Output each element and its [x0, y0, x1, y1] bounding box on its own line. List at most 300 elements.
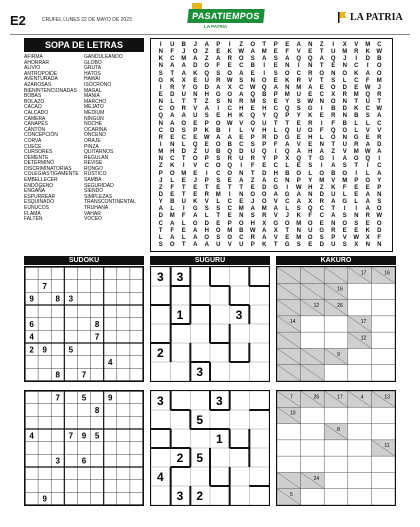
letter-cell: J	[343, 56, 347, 63]
letter-cell: E	[262, 163, 267, 170]
letter-cell: Q	[284, 149, 290, 156]
letter-cell: I	[217, 106, 220, 113]
letter-cell: C	[377, 163, 382, 170]
letter-cell: Q	[261, 84, 267, 91]
letter-cell: E	[285, 42, 290, 48]
word-item: PINZA	[84, 143, 99, 150]
letter-cell: K	[354, 106, 359, 113]
letter-cell: C	[216, 170, 221, 177]
letter-cell: A	[204, 106, 209, 113]
letter-cell: O	[250, 191, 256, 198]
word-column-1	[24, 55, 84, 223]
word-item: ORAJE	[84, 137, 101, 144]
letter-cell: O	[376, 206, 382, 213]
letter-cell: E	[296, 134, 301, 141]
letter-cell: S	[273, 56, 278, 63]
letter-cell: O	[250, 42, 256, 48]
letter-cell: D	[377, 141, 382, 148]
letter-cell: Q	[250, 91, 256, 98]
letter-cell: A	[365, 191, 370, 198]
letter-cell: E	[227, 177, 232, 184]
letter-cell: O	[296, 170, 302, 177]
letter-cell: A	[262, 227, 267, 234]
suguru-given: 3	[176, 489, 184, 503]
letter-cell: D	[170, 127, 175, 134]
letter-cell: L	[319, 134, 324, 141]
letter-cell: G	[158, 77, 164, 84]
letter-cell: V	[204, 199, 209, 206]
letter-cell: D	[319, 191, 324, 198]
letter-cell: R	[227, 56, 232, 63]
word-item: NINGÚN	[84, 115, 104, 122]
letter-cell: Z	[204, 99, 209, 106]
letter-cell: W	[226, 77, 233, 84]
letter-cell: T	[193, 99, 198, 106]
letter-cell: O	[192, 156, 198, 163]
letter-cell: J	[251, 199, 255, 206]
letter-cell: P	[204, 177, 209, 184]
letter-cell: A	[170, 113, 175, 120]
letter-cell: Q	[227, 163, 233, 170]
kakuro-clue: 17	[360, 319, 367, 326]
letter-cell: T	[273, 241, 278, 248]
letter-cell: Y	[262, 113, 267, 120]
letter-cell: K	[308, 113, 313, 120]
letter-cell: S	[239, 77, 244, 84]
letter-cell: Z	[204, 56, 209, 63]
word-item: GLOBO	[84, 59, 102, 66]
letter-cell: O	[169, 241, 175, 248]
letter-cell: D	[262, 184, 267, 191]
letter-cell: W	[364, 84, 371, 91]
letter-cell: P	[273, 156, 278, 163]
letter-cell: B	[181, 42, 186, 48]
letter-cell: I	[320, 106, 323, 113]
letter-cell: E	[319, 113, 324, 120]
suguru-given: 4	[157, 470, 164, 484]
letter-cell: M	[342, 177, 348, 184]
letter-cell: L	[365, 170, 370, 177]
letter-cell: C	[181, 134, 186, 141]
letter-cell: S	[296, 106, 301, 113]
letter-cell: A	[170, 220, 175, 227]
letter-cell: L	[181, 141, 186, 148]
letter-cell: T	[331, 141, 336, 148]
logo-banner: PASATIEMPOS	[187, 9, 264, 23]
letter-cell: C	[170, 156, 175, 163]
letter-cell: L	[342, 191, 347, 198]
letter-cell: T	[377, 99, 382, 106]
sudoku-given: 7	[55, 393, 61, 403]
letter-cell: C	[158, 220, 163, 227]
letter-cell: Q	[365, 91, 371, 98]
letter-cell: T	[354, 99, 359, 106]
letter-cell: S	[181, 127, 186, 134]
word-item: RÚSTICO	[84, 171, 107, 178]
letter-cell: X	[354, 241, 359, 248]
letter-cell: A	[181, 63, 186, 70]
letter-cell: Z	[204, 49, 209, 56]
letter-cell: S	[216, 234, 221, 241]
letter-cell: S	[250, 213, 255, 220]
letter-cell: B	[331, 106, 336, 113]
letter-cell: D	[239, 149, 244, 156]
letter-cell: P	[250, 241, 255, 248]
letter-cell: M	[353, 149, 359, 156]
letter-cell: N	[342, 113, 347, 120]
letter-cell: G	[273, 220, 279, 227]
letter-cell: G	[284, 191, 290, 198]
letter-cell: U	[181, 91, 186, 98]
letter-cell: S	[216, 70, 221, 77]
letter-cell: L	[273, 127, 278, 134]
letter-cell: N	[158, 63, 163, 70]
letter-cell: R	[308, 120, 313, 127]
word-item: AVENTURADA	[24, 76, 58, 83]
letter-cell: L	[285, 206, 290, 213]
letter-cell: M	[365, 42, 371, 48]
kakuro-clue: 12	[313, 302, 320, 309]
letter-cell: U	[216, 241, 221, 248]
letter-cell: N	[342, 63, 347, 70]
letter-cell: V	[273, 199, 278, 206]
letter-cell: R	[296, 77, 301, 84]
letter-cell: A	[273, 84, 278, 91]
letter-cell: E	[365, 220, 370, 227]
letter-cell: M	[284, 91, 290, 98]
letter-cell: S	[354, 220, 359, 227]
letter-cell: Q	[250, 113, 256, 120]
letter-cell: Z	[331, 149, 336, 156]
letter-cell: C	[273, 163, 278, 170]
sudoku-given: 2	[29, 345, 34, 355]
letter-cell: W	[376, 213, 383, 220]
letter-cell: S	[204, 206, 209, 213]
letter-cell: G	[284, 134, 290, 141]
word-item: SIENDO	[84, 188, 104, 195]
word-list-panel	[24, 38, 144, 254]
letter-cell: G	[273, 184, 279, 191]
letter-cell: H	[227, 113, 232, 120]
letter-cell: S	[204, 113, 209, 120]
suguru-given: 3	[157, 270, 164, 284]
letter-cell: T	[250, 170, 255, 177]
word-item: CANAPÉS	[24, 121, 48, 128]
letter-cell: K	[227, 49, 232, 56]
letter-cell: T	[158, 227, 163, 234]
sudoku-given: 5	[68, 345, 74, 355]
letter-cell: V	[193, 163, 198, 170]
letter-cell: B	[285, 170, 290, 177]
sudoku-given: 9	[42, 494, 47, 504]
letter-row	[155, 178, 390, 185]
letter-cell: R	[354, 49, 359, 56]
letter-cell: P	[331, 234, 336, 241]
sudoku-given: 9	[29, 294, 34, 304]
letter-cell: O	[330, 99, 336, 106]
word-list	[24, 55, 144, 223]
letter-cell: E	[239, 199, 244, 206]
letter-cell: P	[204, 156, 209, 163]
letter-cell: C	[377, 120, 382, 127]
letter-cell: L	[285, 163, 290, 170]
letter-cell: T	[216, 213, 221, 220]
letter-cell: U	[239, 156, 244, 163]
letter-cell: C	[204, 163, 209, 170]
letter-cell: E	[354, 84, 359, 91]
sudoku-given: 6	[81, 456, 87, 466]
letter-cell: W	[295, 184, 302, 191]
letter-cell: T	[181, 191, 186, 198]
letter-cell: Q	[296, 156, 302, 163]
letter-cell: A	[365, 70, 370, 77]
letter-cell: U	[296, 91, 301, 98]
letter-cell: A	[377, 149, 382, 156]
letter-cell: L	[170, 177, 175, 184]
sudoku-given: 4	[107, 358, 113, 367]
letter-cell: I	[286, 184, 289, 191]
letter-cell: V	[308, 77, 313, 84]
letter-cell: T	[181, 184, 186, 191]
letter-cell: H	[273, 170, 278, 177]
word-item: FLAMA	[24, 210, 41, 217]
sudoku-given: 9	[107, 393, 113, 403]
word-item: ANTROPOIDE	[24, 70, 58, 77]
letter-cell: N	[319, 99, 324, 106]
letter-cell: C	[227, 106, 232, 113]
letter-cell: H	[250, 220, 255, 227]
suguru-given: 3	[157, 394, 164, 408]
letter-cell: N	[158, 120, 163, 127]
word-item: CUECE	[24, 143, 42, 150]
letter-cell: S	[216, 156, 221, 163]
letter-cell: A	[193, 234, 198, 241]
letter-cell: R	[331, 227, 336, 234]
letter-cell: N	[285, 177, 290, 184]
letter-cell: A	[365, 141, 370, 148]
letter-cell: I	[366, 63, 369, 70]
letter-row	[155, 113, 390, 120]
letter-cell: A	[319, 56, 324, 63]
letter-cell: A	[250, 49, 255, 56]
word-item: AFIRMA	[24, 54, 43, 60]
letter-cell: F	[170, 184, 175, 191]
letter-row	[155, 142, 390, 149]
dateline: CRUFEL LUNES 22 DE MAYO DE 2023	[42, 17, 132, 23]
pasatiempos-logo	[160, 4, 270, 34]
letter-cell: E	[193, 134, 198, 141]
letter-cell: M	[296, 84, 302, 91]
letter-cell: A	[216, 84, 221, 91]
word-item: ESPURREAR	[24, 193, 56, 200]
letter-cell: M	[181, 56, 187, 63]
letter-cell: R	[158, 134, 163, 141]
letter-cell: Z	[250, 177, 255, 184]
suguru-given: 2	[176, 451, 184, 465]
letter-cell: A	[193, 56, 198, 63]
suguru-given: 3	[176, 270, 184, 284]
letter-cell: B	[216, 149, 221, 156]
letter-cell: K	[158, 56, 163, 63]
letter-cell: H	[204, 91, 209, 98]
letter-cell: C	[273, 177, 278, 184]
letter-cell: E	[227, 63, 232, 70]
letter-cell: E	[193, 77, 198, 84]
letter-cell: M	[319, 177, 325, 184]
word-item: AHORRAR	[24, 59, 50, 66]
letter-cell: Y	[262, 156, 267, 163]
letter-cell: L	[216, 199, 221, 206]
letter-cell: S	[250, 56, 255, 63]
letter-cell: T	[170, 70, 175, 77]
letter-cell: E	[308, 91, 313, 98]
letter-cell: P	[354, 177, 359, 184]
sudoku-given: 3	[55, 456, 61, 466]
letter-cell: E	[354, 227, 359, 234]
letter-cell: P	[273, 42, 278, 48]
letter-row	[155, 199, 390, 206]
letter-cell: P	[250, 134, 255, 141]
letter-cell: T	[262, 42, 267, 48]
letter-cell: O	[169, 106, 175, 113]
letter-cell: I	[205, 170, 208, 177]
letter-row	[155, 135, 390, 142]
letter-cell: M	[215, 191, 221, 198]
letter-cell: Y	[296, 113, 301, 120]
letter-cell: Q	[192, 141, 198, 148]
word-item: TRUHANA	[84, 205, 109, 212]
letter-cell: W	[376, 49, 383, 56]
letter-cell: K	[331, 184, 336, 191]
kakuro-clue: 4	[360, 394, 364, 401]
letter-cell: R	[250, 156, 255, 163]
letter-cell: I	[343, 206, 346, 213]
letter-cell: E	[319, 84, 324, 91]
letter-cell: C	[227, 206, 232, 213]
letter-cell: S	[273, 70, 278, 77]
word-item: EUNUCOS	[24, 205, 50, 212]
letter-cell: R	[308, 70, 313, 77]
word-item: DEMENTE	[24, 154, 49, 161]
letter-cell: A	[331, 199, 336, 206]
kakuro-clue: 11	[384, 443, 390, 450]
letter-row	[155, 192, 390, 199]
letter-cell: A	[308, 84, 313, 91]
letter-cell: O	[215, 120, 221, 127]
letter-cell: Q	[330, 56, 336, 63]
letter-cell: R	[239, 99, 244, 106]
letter-cell: O	[307, 234, 313, 241]
letter-cell: X	[285, 156, 290, 163]
letter-cell: A	[239, 177, 244, 184]
word-item: SAMBA	[84, 177, 102, 184]
letter-cell: F	[308, 213, 313, 220]
letter-cell: A	[170, 120, 175, 127]
letter-cell: A	[181, 113, 186, 120]
kakuro-clue: 13	[384, 394, 390, 401]
letter-row	[155, 235, 390, 242]
letter-cell: W	[376, 106, 383, 113]
letter-cell: E	[250, 184, 255, 191]
word-item: RONGO	[84, 165, 103, 172]
letter-cell: U	[181, 199, 186, 206]
letter-cell: S	[250, 141, 255, 148]
word-item: MANIA	[84, 93, 100, 100]
letter-cell: Q	[204, 70, 210, 77]
letter-cell: T	[285, 227, 290, 234]
suguru-given: 3	[196, 365, 204, 379]
letter-cell: V	[227, 241, 232, 248]
letter-cell: Z	[239, 42, 244, 48]
letter-cell: A	[331, 213, 336, 220]
letter-cell: O	[342, 170, 348, 177]
sudoku-given: 4	[29, 431, 34, 441]
letter-cell: I	[159, 84, 162, 91]
letter-row	[155, 56, 390, 63]
letter-cell: G	[284, 241, 290, 248]
letter-cell: U	[204, 77, 209, 84]
letter-cell: V	[250, 127, 255, 134]
letter-row	[155, 99, 390, 106]
letter-cell: A	[227, 134, 232, 141]
kakuro-clue: 12	[360, 335, 367, 342]
letter-cell: I	[320, 163, 323, 170]
word-item: REVISE	[84, 160, 103, 167]
letter-cell: V	[377, 127, 382, 134]
letter-cell: C	[170, 56, 175, 63]
sudoku-given: 4	[29, 332, 34, 342]
letter-cell: E	[319, 220, 324, 227]
letter-cell: R	[377, 134, 382, 141]
letter-cell: E	[216, 113, 221, 120]
letter-cell: X	[227, 84, 232, 91]
letter-cell: O	[261, 77, 267, 84]
letter-cell: E	[216, 184, 221, 191]
letter-cell: Y	[181, 84, 186, 91]
letter-cell: N	[239, 170, 244, 177]
letter-cell: N	[308, 63, 313, 70]
letter-cell: A	[250, 206, 255, 213]
letter-cell: O	[330, 84, 336, 91]
letter-cell: M	[261, 49, 267, 56]
letter-cell: O	[342, 220, 348, 227]
sudoku-given: 8	[94, 406, 100, 415]
letter-cell: D	[181, 149, 186, 156]
letter-cell: C	[273, 106, 278, 113]
letter-cell: A	[158, 206, 163, 213]
letter-cell: P	[262, 141, 267, 148]
letter-cell: I	[332, 156, 335, 163]
kakuro-clue: 16	[384, 270, 390, 277]
letter-cell: G	[192, 206, 198, 213]
word-item: CURSORES	[24, 149, 53, 156]
letter-cell: R	[262, 134, 267, 141]
letter-cell: U	[262, 120, 267, 127]
letter-cell: T	[227, 184, 232, 191]
letter-cell: L	[204, 213, 209, 220]
letter-cell: N	[158, 156, 163, 163]
letter-cell: B	[250, 63, 255, 70]
letter-cell: K	[170, 77, 175, 84]
letter-cell: S	[319, 234, 324, 241]
word-item: ISÓCRONO	[84, 81, 112, 88]
letter-cell: C	[239, 234, 244, 241]
letter-row	[155, 71, 390, 78]
letter-cell: C	[239, 141, 244, 148]
letter-cell: C	[319, 206, 324, 213]
letter-cell: N	[285, 63, 290, 70]
letter-cell: W	[249, 227, 256, 234]
